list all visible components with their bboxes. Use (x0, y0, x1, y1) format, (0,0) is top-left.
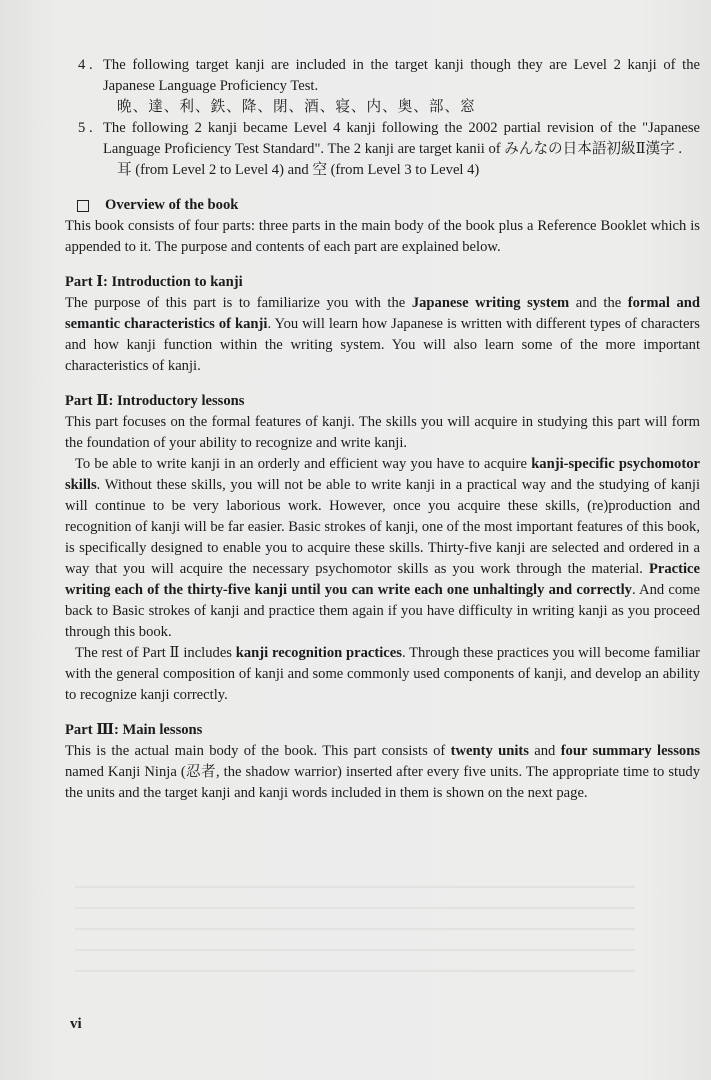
part3-text (65, 741, 700, 804)
kanji-list: 晩、達、利、鉄、降、閉、酒、寝、内、奥、部、窓 (117, 99, 476, 115)
emphasis-text: kanji recognition practices (235, 645, 402, 661)
overview-heading (65, 195, 700, 216)
text-run: . Through these practices you will become familiar with the general composition of kanji and some commonly used components of kanji, and develop an ability to recognize kanji correctly. (65, 645, 701, 703)
list-item-4 (65, 55, 700, 118)
part1-text (65, 293, 700, 377)
text-run: . And come back to Basic strokes of kanji and practice them again if you have difficulty in writing kanji as you proceed through this book. (65, 582, 700, 640)
text-run: The purpose of this part is to familiarize you with the (65, 295, 412, 311)
show-through-text (75, 872, 635, 982)
page-number: vi (70, 1016, 82, 1032)
part2-paragraph-1: This part focuses on the formal features of kanji. The skills you will acquire in studying this part will form the foundation of your ability to recognize and write kanji. (65, 414, 700, 451)
overview-text: This book consists of four parts: three parts in the main body of the book plus a Reference Booklet which is appended to it. The purpose and contents of each part are explained below. (65, 218, 700, 255)
overview-heading-text: Overview of the book (105, 197, 239, 213)
list-number: 4 . (78, 57, 93, 73)
emphasis-text: four summary lessons (560, 743, 701, 759)
part2-section (65, 391, 700, 706)
overview-section (65, 195, 700, 258)
text-run: The rest of Part Ⅱ includes (75, 645, 236, 661)
emphasis-text: kanji-specific psychomotor skills (65, 456, 700, 493)
part3-section (65, 720, 700, 804)
emphasis-text: Practice writing each of the thirty-five kanji until you can write each one unhaltingly and correctly (65, 561, 700, 598)
part1-heading: Part Ⅰ: Introduction to kanji (65, 274, 243, 290)
part3-heading: Part Ⅲ: Main lessons (65, 722, 203, 738)
text-run: This is the actual main body of the book. This part consists of (65, 743, 451, 759)
part1-section (65, 272, 700, 377)
list-item-text: The following target kanji are included in the target kanji though they are Level 2 kanji of the Japanese Language Proficiency Test. (103, 57, 700, 94)
text-run: named Kanji Ninja (忍者, the shadow warrior) inserted after every five units. The appropriate time to study the units and the target kanji and kanji words included in them is shown on the next page. (65, 764, 700, 801)
text-run: and the (569, 295, 628, 311)
text-run: and (528, 743, 561, 759)
emphasis-text: twenty units (450, 743, 529, 759)
page-content (65, 55, 700, 804)
part2-heading: Part Ⅱ: Introductory lessons (65, 393, 245, 409)
emphasis-text: formal and semantic characteristics of kanji (65, 295, 700, 332)
list-number: 5 . (78, 120, 93, 136)
kanji-level-change: 耳 (from Level 2 to Level 4) and 空 (from Level 3 to Level 4) (117, 162, 480, 178)
text-run: To be able to write kanji in an orderly and efficient way you have to acquire (75, 456, 532, 472)
list-item-text: The following 2 kanji became Level 4 kanji following the 2002 partial revision of the "Japanese Language Proficiency Test Standard". The 2 kanji are target kanii of みんなの日本語初級Ⅱ漢字 . (103, 120, 700, 157)
emphasis-text: Japanese writing system (411, 295, 570, 311)
checkbox-square-icon (77, 200, 89, 212)
text-run: . You will learn how Japanese is written with different types of characters and how kanji function within the writing system. You will also learn some of the more important characteristics of kanji. (65, 316, 700, 374)
text-run: . Without these skills, you will not be able to write kanji in a practical way and the studying of kanji will continue to be very laborious work. However, once you acquire these skills, (re)production and recognition of kanji will be far easier. Basic strokes of kanji, one of the most important features of this book, is specifically designed to enable you to acquire these skills. Thirty-five kanji are selected and ordered in a way that you will acquire the necessary psychomotor skills as you work through the material. (65, 477, 700, 577)
part2-paragraph-3 (65, 643, 700, 706)
list-item-5 (65, 118, 700, 181)
part2-paragraph-2 (65, 454, 700, 643)
